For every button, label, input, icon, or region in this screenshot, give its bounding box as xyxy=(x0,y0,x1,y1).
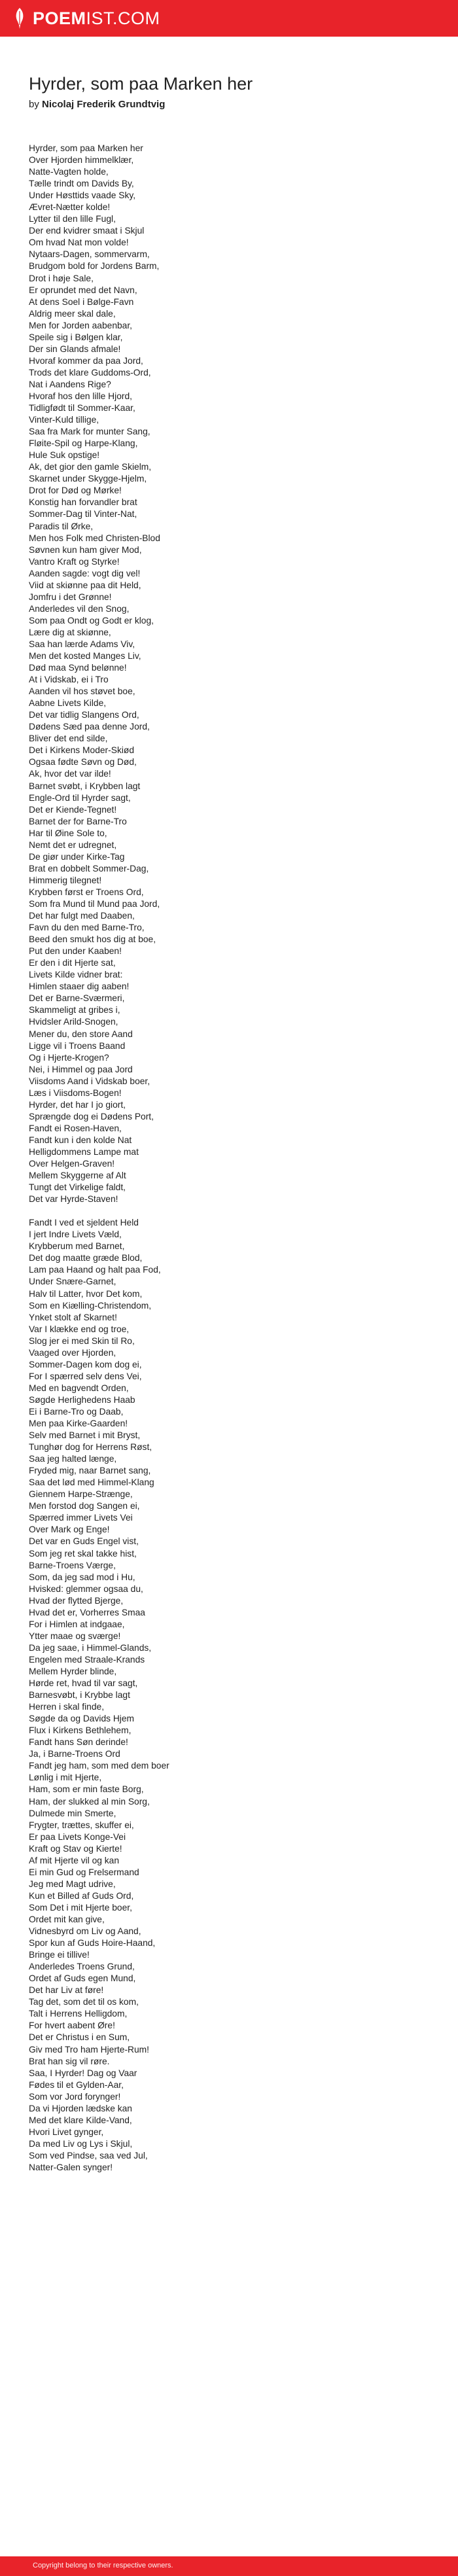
poem-line: Krybberum med Barnet, xyxy=(29,1241,125,1252)
poem-line: Engelen med Straale-Krands xyxy=(29,1654,145,1665)
poem-line: Det er Barne-Sværmeri, xyxy=(29,993,125,1004)
poem-byline xyxy=(29,99,165,110)
poem-line: Som fra Mund til Mund paa Jord, xyxy=(29,899,160,909)
top-navigation-bar xyxy=(0,0,458,37)
poem-line: Mener du, den store Aand xyxy=(29,1029,133,1039)
poem-line: Er oprundet med det Navn, xyxy=(29,285,137,295)
poem-line: Under Snære-Garnet, xyxy=(29,1277,116,1287)
poem-line: Barnet der for Barne-Tro xyxy=(29,816,127,826)
poem-line: Har til Øine Sole to, xyxy=(29,828,107,838)
poem-line: Speile sig i Bølgen klar, xyxy=(29,332,123,342)
poem-line: Hvad det er, Vorherres Smaa xyxy=(29,1607,145,1617)
poem-line: Som Det i mit Hjerte boer, xyxy=(29,1902,132,1913)
poem-line: Tidligfødt til Sommer-Kaar, xyxy=(29,403,135,414)
poem-line: Nat i Aandens Rige? xyxy=(29,379,111,389)
poem-line: Ei min Gud og Frelsermand xyxy=(29,1867,139,1877)
poem-line: Ak, det gior den gamle Skielm, xyxy=(29,462,152,472)
poem-stanza xyxy=(29,1217,434,2174)
poem-line: Var I klække end og troe, xyxy=(29,1324,130,1334)
poem-line: For hvert aabent Øre! xyxy=(29,2020,115,2031)
poem-line: Barnet svøbt, i Krybben lagt xyxy=(29,781,141,791)
poem-line: Men det kosted Manges Liv, xyxy=(29,651,141,662)
poem-line: Aanden vil hos støvet boe, xyxy=(29,686,135,697)
poem-line: Engle-Ord til Hyrder sagt, xyxy=(29,792,131,803)
poem-line: Men forstod dog Sangen ei, xyxy=(29,1501,140,1511)
poem-line: For I spærred selv dens Vei, xyxy=(29,1371,142,1381)
poem-line: Saa fra Mark for munter Sang, xyxy=(29,427,150,437)
poem-line: Som vor Jord forynger! xyxy=(29,2091,121,2102)
poem-line: Saa jeg halted længe, xyxy=(29,1454,117,1464)
poem-line: Vinter-Kuld tillige, xyxy=(29,415,99,425)
poem-line: Under Høsttids vaade Sky, xyxy=(29,190,136,201)
poem-line: Men for Jorden aabenbar, xyxy=(29,320,133,330)
poem-line: Fandt I ved et sjeldent Held xyxy=(29,1218,139,1228)
poem-line: Fandt hans Søn derinde! xyxy=(29,1737,128,1748)
poem-line: At i Vidskab, ei i Tro xyxy=(29,675,109,685)
poem-line: Aldrig meer skal dale, xyxy=(29,308,116,319)
poem-line: Det i Kirkens Moder-Skiød xyxy=(29,745,135,756)
poem-line: Ogsaa fødte Søvn og Død, xyxy=(29,757,137,768)
poem-line: Lære dig at skiønne, xyxy=(29,627,111,637)
poem-line: Barne-Troens Værge, xyxy=(29,1560,116,1570)
poem-line: Bliver det end silde, xyxy=(29,733,108,744)
poem-line: Ytter maae og sværge! xyxy=(29,1631,121,1641)
poem-line: Det har fulgt med Daaben, xyxy=(29,911,135,921)
poem-line: Over Mark og Enge! xyxy=(29,1525,110,1535)
poem-line: Ham, som er min faste Borg, xyxy=(29,1784,144,1795)
poem-line: Vantro Kraft og Styrke! xyxy=(29,556,120,567)
poem-line: Anderledes vil den Snog, xyxy=(29,603,130,614)
poem-line: Konstig han forvandler brat xyxy=(29,497,137,508)
poem-line: Det var tidlig Slangens Ord, xyxy=(29,710,139,720)
poem-line: Hvisked: glemmer ogsaa du, xyxy=(29,1583,143,1594)
poem-line: Hørde ret, hvad til var sagt, xyxy=(29,1678,138,1689)
poem-line: Det er Kiende-Tegnet! xyxy=(29,804,117,815)
poem-line: Helligdommens Lampe mat xyxy=(29,1146,139,1157)
poem-line: Paradis til Ørke, xyxy=(29,521,94,531)
poem-line: Himmerig tilegnet! xyxy=(29,875,102,885)
poem-line: Er paa Livets Konge-Vei xyxy=(29,1831,126,1842)
poem-line: Og i Hjerte-Krogen? xyxy=(29,1052,109,1063)
poem-line: Hvidsler Arild-Snogen, xyxy=(29,1017,118,1027)
poem-line: Lam paa Haand og halt paa Fod, xyxy=(29,1265,161,1275)
poem-line: Sommer-Dag til Vinter-Nat, xyxy=(29,509,137,520)
poem-line: Herren i skal finde, xyxy=(29,1702,105,1712)
poem-line: Saa det lød med Himmel-Klang xyxy=(29,1477,154,1488)
poem-line: Mellem Hyrder blinde, xyxy=(29,1667,117,1676)
poem-line: Hyrder, det har I jo giort, xyxy=(29,1099,126,1110)
poem-line: Det var en Guds Engel vist, xyxy=(29,1536,139,1547)
poem-line: Med det klare Kilde-Vand, xyxy=(29,2115,132,2125)
poem-line: Drot for Død og Mørke! xyxy=(29,485,122,496)
poem-line: Da med Liv og Lys i Skjul, xyxy=(29,2138,133,2149)
poem-line: Død maa Synd belønne! xyxy=(29,663,127,673)
poem-line: Spor kun af Guds Hoire-Haand, xyxy=(29,1938,156,1949)
byline-prefix: by xyxy=(29,99,39,110)
poem-line: Søgde da og Davids Hjem xyxy=(29,1714,135,1724)
poem-line: Ævret-Nætter kolde! xyxy=(29,202,111,213)
poem-line: Ordet af Guds egen Mund, xyxy=(29,1973,136,1984)
poem-line: For i Himlen at indgaae, xyxy=(29,1619,125,1629)
poem-line: Aabne Livets Kilde, xyxy=(29,698,107,709)
poem-line: Sprængde dog ei Dødens Port, xyxy=(29,1111,154,1121)
poem-stanza xyxy=(29,143,434,1205)
poem-line: Er den i dit Hjerte sat, xyxy=(29,958,116,968)
poem-line: Det dog maatte græde Blod, xyxy=(29,1253,143,1263)
poem-line: Ynket stolt af Skarnet! xyxy=(29,1312,117,1322)
poem-line: Trods det klare Guddoms-Ord, xyxy=(29,367,151,378)
page-footer xyxy=(0,2556,458,2576)
poem-line: Læs i Viisdoms-Bogen! xyxy=(29,1087,122,1098)
poem-line: Fandt ei Rosen-Haven, xyxy=(29,1123,122,1133)
poem-line: Jomfru i det Grønne! xyxy=(29,591,112,602)
poem-line: Nytaars-Dagen, sommervarm, xyxy=(29,249,150,260)
poem-body xyxy=(29,143,434,2185)
poem-line: Hyrder, som paa Marken her xyxy=(29,143,143,153)
poem-line: Hvoraf hos den lille Hjord, xyxy=(29,391,132,401)
poem-title: Hyrder, som paa Marken her xyxy=(29,74,253,94)
poem-line: Med en bagvendt Orden, xyxy=(29,1383,129,1393)
poem-line: Men hos Folk med Christen-Blod xyxy=(29,533,160,543)
poem-line: Hvoraf kommer da paa Jord, xyxy=(29,355,143,366)
poem-line: Søgde Herlighedens Haab xyxy=(29,1394,135,1405)
poem-line: Aanden sagde: vogt dig vel! xyxy=(29,568,141,578)
poem-line: Sommer-Dagen kom dog ei, xyxy=(29,1359,142,1369)
poem-line: Vaaged over Hjorden, xyxy=(29,1347,116,1358)
poem-line: Livets Kilde vidner brat: xyxy=(29,970,123,980)
poem-line: Viisdoms Aand i Vidskab boer, xyxy=(29,1076,150,1086)
poem-line: Krybben først er Troens Ord, xyxy=(29,887,144,897)
poem-line: Nemt det er udregnet, xyxy=(29,839,117,850)
poem-line: Søvnen kun ham giver Mod, xyxy=(29,544,142,555)
poem-line: Som en Kiælling-Christendom, xyxy=(29,1300,152,1311)
author-name[interactable]: Nicolaj Frederik Grundtvig xyxy=(42,99,166,110)
poem-line: Slog jer ei med Skin til Ro, xyxy=(29,1335,135,1346)
poem-line: Saa, I Hyrder! Dag og Vaar xyxy=(29,2068,137,2078)
poem-line: Saa han lærde Adams Viv, xyxy=(29,639,135,649)
poem-line: Flux i Kirkens Bethlehem, xyxy=(29,1725,132,1736)
poem-line: Hvori Livet gynger, xyxy=(29,2126,104,2137)
poem-line: Bringe ei tillive! xyxy=(29,1950,90,1960)
poem-line: Ligge vil i Troens Baand xyxy=(29,1040,126,1051)
poem-line: Anderledes Troens Grund, xyxy=(29,1962,135,1972)
poem-line: Himlen staaer dig aaben! xyxy=(29,981,130,992)
footer-copyright: Copyright belong to their respective owners. xyxy=(33,2562,173,2569)
feather-pen-icon xyxy=(13,7,26,29)
poem-line: Mellem Skyggerne af Alt xyxy=(29,1171,126,1181)
poemist-logo[interactable] xyxy=(13,7,160,30)
poem-line: Favn du den med Barne-Tro, xyxy=(29,923,145,933)
poem-line: Skammeligt at gribes i, xyxy=(29,1005,120,1015)
poem-line: Frygter, trættes, skuffer ei, xyxy=(29,1820,134,1830)
poem-line: Som, da jeg sad mod i Hu, xyxy=(29,1572,135,1582)
poem-line: Giennem Harpe-Strænge, xyxy=(29,1489,133,1500)
poem-line: Fryded mig, naar Barnet sang, xyxy=(29,1466,151,1476)
poem-line: Fødes til et Gylden-Aar, xyxy=(29,2079,124,2090)
poem-line: Tag det, som det til os kom, xyxy=(29,1997,139,2007)
poem-line: Nei, i Himmel og paa Jord xyxy=(29,1064,133,1074)
poem-line: Dulmede min Smerte, xyxy=(29,1808,116,1818)
poem-line: Vidnesbyrd om Liv og Aand, xyxy=(29,1926,141,1937)
poem-line: Put den under Kaaben! xyxy=(29,946,122,957)
poem-line: Tunghør dog for Herrens Røst, xyxy=(29,1442,152,1453)
poem-line: Brat en dobbelt Sommer-Dag, xyxy=(29,863,149,873)
poem-line: Selv med Barnet i mit Bryst, xyxy=(29,1430,141,1441)
poem-line: Natte-Vagten holde, xyxy=(29,167,109,177)
poem-line: Hule Suk opstige! xyxy=(29,450,100,461)
poem-line: Ak, hvor det var ilde! xyxy=(29,769,111,779)
poem-line: Over Helgen-Graven! xyxy=(29,1159,115,1169)
poem-line: De giør under Kirke-Tag xyxy=(29,851,125,862)
poem-line: Fløite-Spil og Harpe-Klang, xyxy=(29,438,138,449)
poem-line: Barnesvøbt, i Krybbe lagt xyxy=(29,1690,130,1701)
poem-line: Natter-Galen synger! xyxy=(29,2162,113,2172)
logo-bold-text: POEM xyxy=(33,8,86,28)
poem-line: Dødens Sæd paa denne Jord, xyxy=(29,722,150,732)
poem-line: Giv med Tro ham Hjerte-Rum! xyxy=(29,2044,150,2055)
poem-line: Kun et Billed af Guds Ord, xyxy=(29,1890,134,1901)
poem-line: Skarnet under Skygge-Hjelm, xyxy=(29,474,147,484)
logo-light-text: IST.COM xyxy=(86,8,160,28)
poem-line: Det er Christus i en Sum, xyxy=(29,2032,130,2043)
poem-line: Ordet mit kan give, xyxy=(29,1914,105,1924)
poem-line: Lytter til den lille Fugl, xyxy=(29,214,116,224)
poem-line: Drot i høje Sale, xyxy=(29,273,94,283)
poem-line: Da vi Hjorden lædske kan xyxy=(29,2103,132,2113)
poem-line: Det var Hyrde-Staven! xyxy=(29,1194,118,1205)
poem-line: Som paa Ondt og Godt er klog, xyxy=(29,615,154,626)
poem-line: Ei i Barne-Tro og Daab, xyxy=(29,1406,124,1417)
poem-line: Da jeg saae, i Himmel-Glands, xyxy=(29,1642,152,1653)
poem-line: Det har Liv at føre! xyxy=(29,1985,104,1996)
poem-line: Som ved Pindse, saa ved Jul, xyxy=(29,2150,148,2161)
poem-line: Af mit Hjerte vil og kan xyxy=(29,1855,120,1865)
poem-line: Over Hjorden himmelklær, xyxy=(29,155,134,166)
poem-line: Der sin Glands afmale! xyxy=(29,344,121,354)
poem-line: Lønlig i mit Hjerte, xyxy=(29,1773,102,1783)
poem-line: Men paa Kirke-Gaarden! xyxy=(29,1419,128,1429)
poem-line: Hvad der flytted Bjerge, xyxy=(29,1595,124,1606)
poem-line: Der end kvidrer smaat i Skjul xyxy=(29,226,145,236)
poem-line: Om hvad Nat mon volde! xyxy=(29,238,129,248)
poem-line: Halv til Latter, hvor Det kom, xyxy=(29,1288,143,1299)
poem-line: Beed den smukt hos dig at boe, xyxy=(29,934,156,945)
poem-line: I jert Indre Livets Væld, xyxy=(29,1229,122,1240)
poem-line: At dens Soel i Bølge-Favn xyxy=(29,296,134,307)
poem-line: Spærred immer Livets Vei xyxy=(29,1513,133,1523)
poem-line: Viid at skiønne paa dit Held, xyxy=(29,580,141,590)
poem-line: Fandt kun i den kolde Nat xyxy=(29,1135,132,1145)
poem-line: Som jeg ret skal takke hist, xyxy=(29,1548,137,1559)
poem-line: Brat han sig vil røre. xyxy=(29,2056,110,2066)
poem-line: Brudgom bold for Jordens Barm, xyxy=(29,261,160,272)
logo-wordmark xyxy=(33,10,160,27)
poem-line: Ja, i Barne-Troens Ord xyxy=(29,1749,120,1759)
poem-line: Ham, der slukked al min Sorg, xyxy=(29,1796,150,1807)
poem-line: Talt i Herrens Helligdom, xyxy=(29,2009,128,2019)
poem-line: Fandt jeg ham, som med dem boer xyxy=(29,1761,169,1771)
poem-line: Tælle trindt om Davids By, xyxy=(29,179,134,189)
poem-line: Jeg med Magt udrive, xyxy=(29,1879,116,1889)
poem-line: Kraft og Stav og Kierte! xyxy=(29,1843,122,1854)
poem-line: Tungt det Virkelige faldt, xyxy=(29,1182,126,1193)
